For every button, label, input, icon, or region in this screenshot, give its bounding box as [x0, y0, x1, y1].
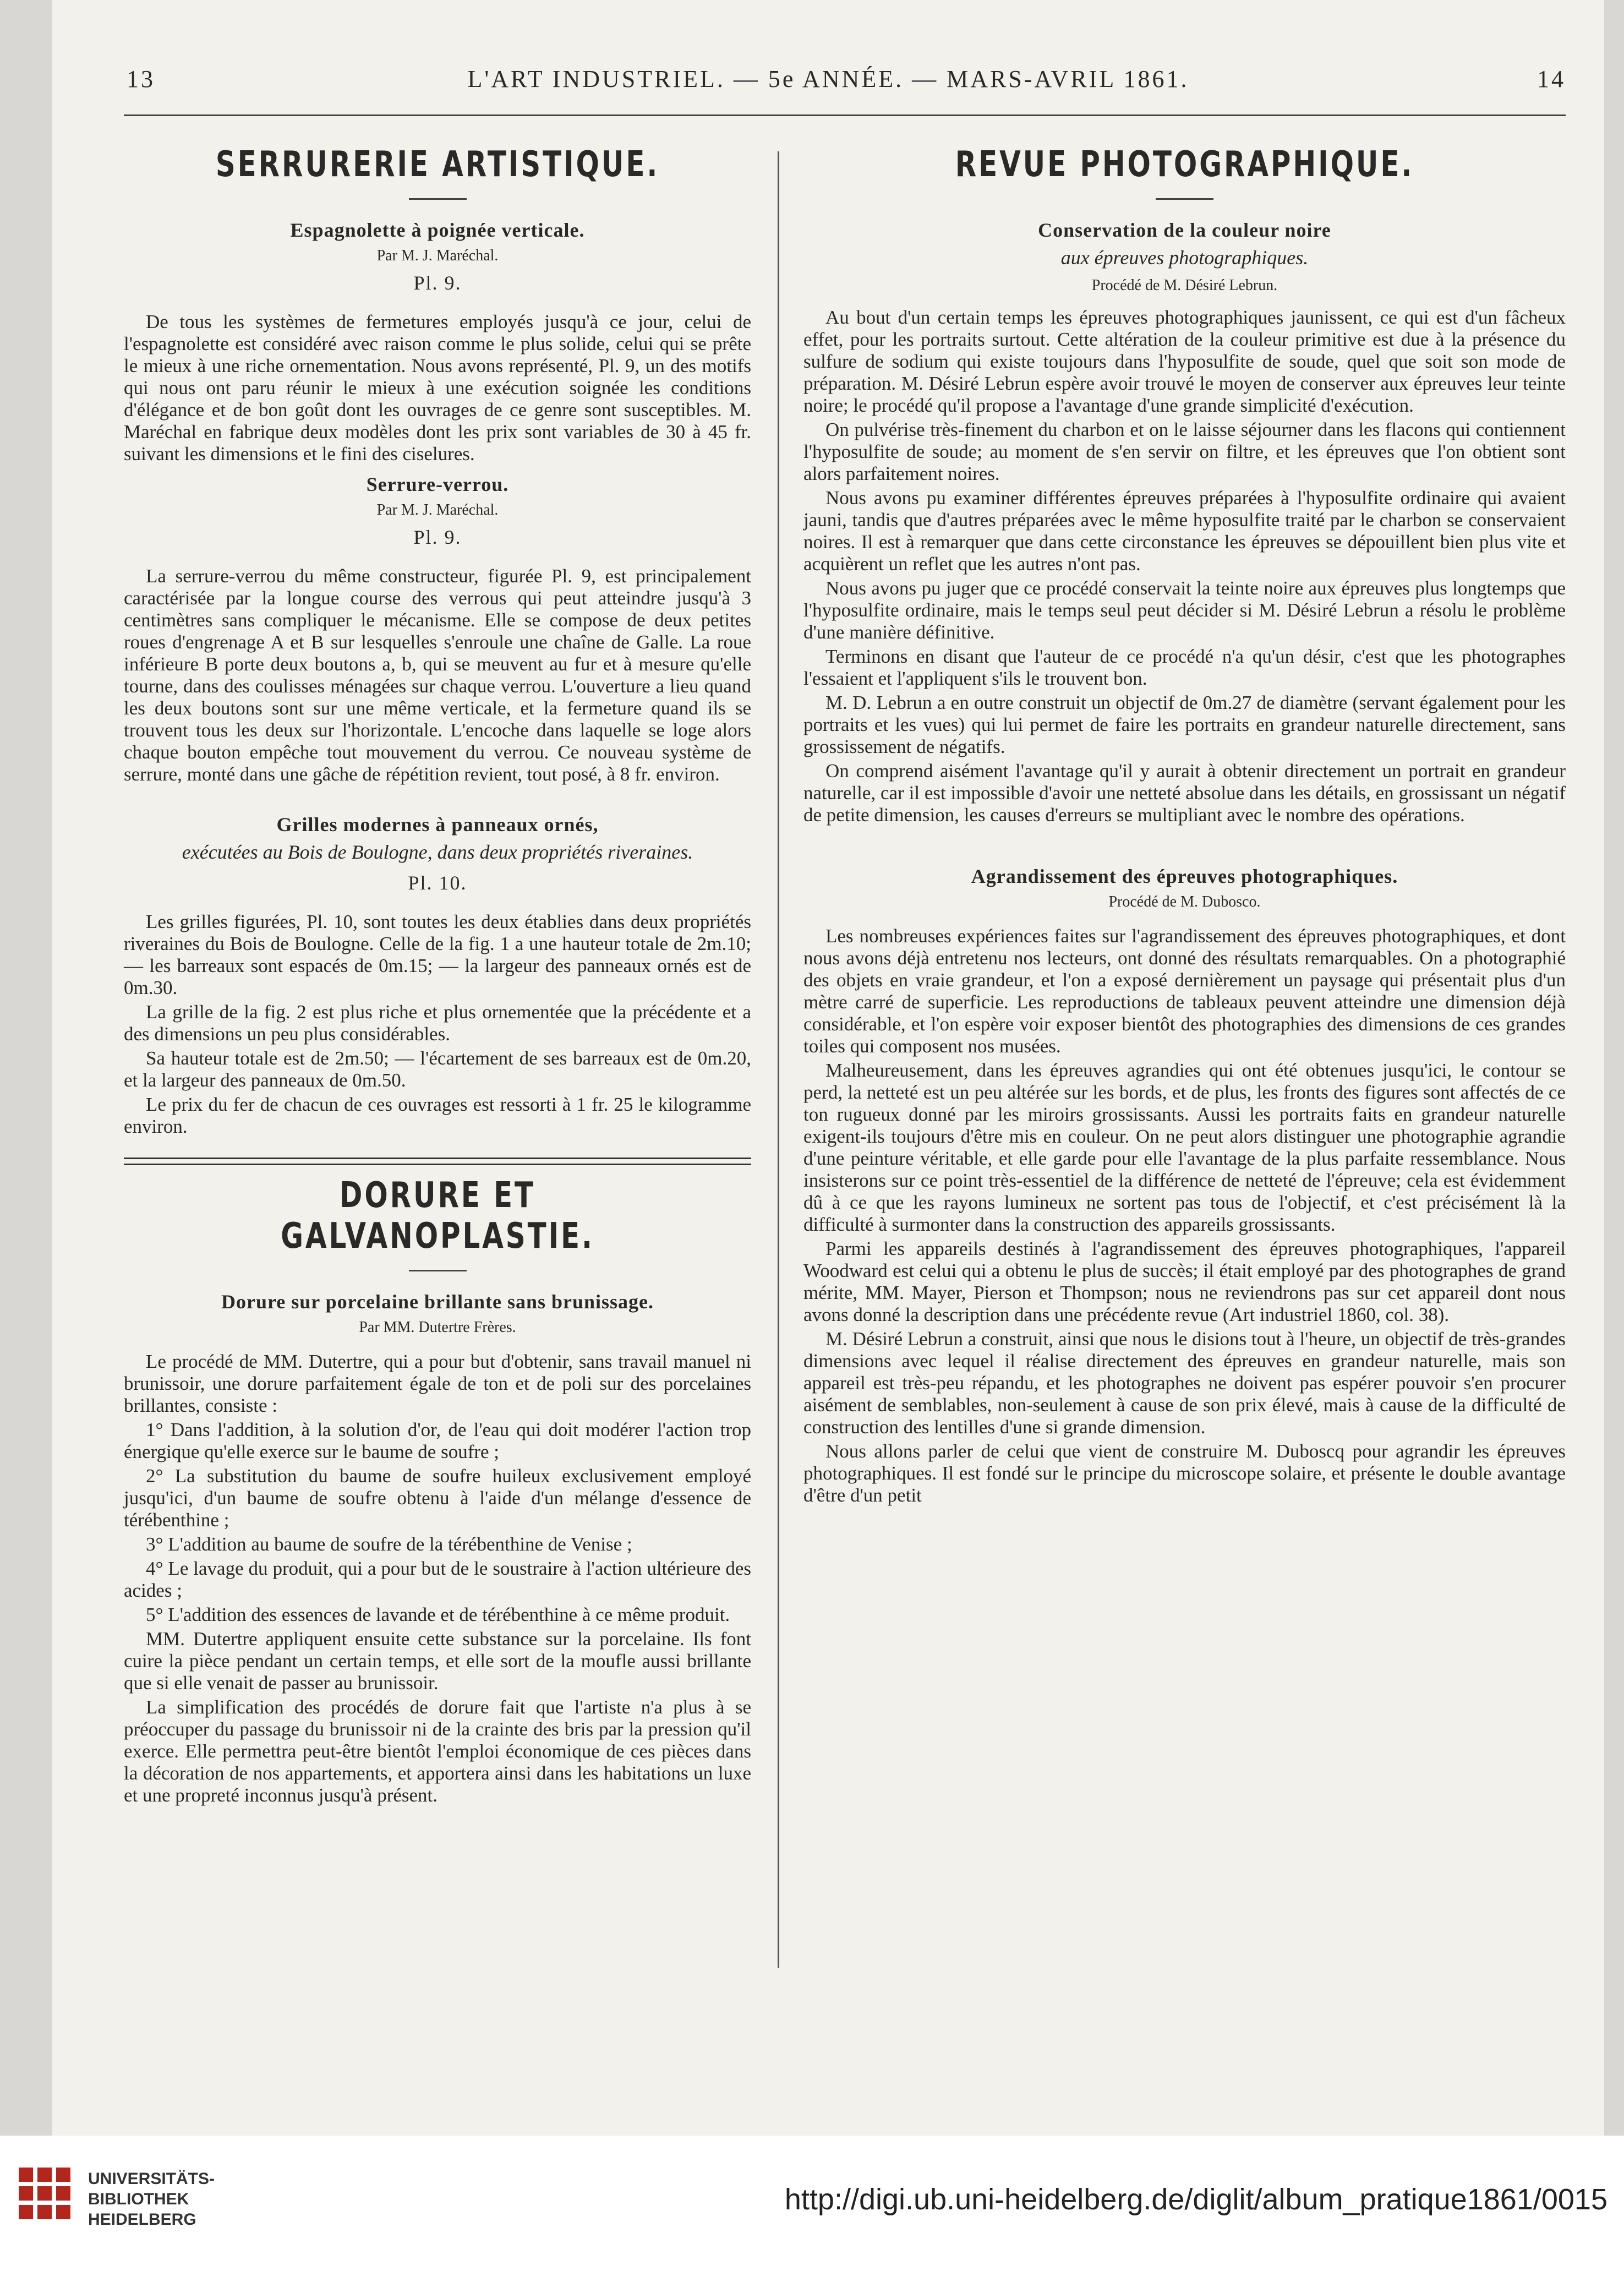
byline: Par MM. Dutertre Frères. [359, 1319, 516, 1336]
article-subtitle: exécutées au Bois de Boulogne, dans deux propriétés riveraines. [182, 841, 693, 863]
library-name-line: BIBLIOTHEK [88, 2190, 189, 2208]
paragraph: On comprend aisément l'avantage qu'il y aurait à obtenir directement un portrait en grandeur naturelle, car il est impossible d'avoir une netteté absolue dans les détails, en grossissant un négatif de petite dimension, les causes d'erreurs se multipliant avec le nombre des opérations. [803, 760, 1566, 826]
paragraph: Parmi les appareils destinés à l'agrandissement des épreuves photographiques, l'appareil Woodward est celui qui a obtenu le plus de succès; il était employé par des photographes de grand mérite, MM. Mayer, Pierson et Thompson; nous ne reviendrons pas sur cet appareil dont nous avons donné la description dans une précédente revue (Art industriel 1860, col. 38). [803, 1238, 1566, 1325]
header-rule [124, 114, 1566, 116]
university-library-logo-icon [14, 2163, 75, 2235]
paragraph: 4° Le lavage du produit, qui a pour but de le soustraire à l'action ultérieure des acides ; [124, 1558, 751, 1601]
column-divider [778, 151, 779, 1968]
section-separator [124, 1158, 751, 1165]
plate-ref: Pl. 10. [408, 872, 467, 894]
title-rule [409, 1270, 467, 1271]
paragraph: M. Désiré Lebrun a construit, ainsi que nous le disions tout à l'heure, un objectif de très-grandes dimensions avec lequel il réalise directement des épreuves en grandeur naturelle, mais son appareil est très-peu répandu, et les photographes ne doivent pas espérer pouvoir s'en procurer aisément de semblables, non-seulement à cause de son prix élevé, mais à cause de la difficulté de construction des lentilles d'une si grande dimension. [803, 1328, 1566, 1438]
paragraph: Nous avons pu examiner différentes épreuves préparées à l'hyposulfite ordinaire qui avaient jauni, tandis que d'autres préparées avec le même hyposulfite traité par le charbon se conservaient noires. Il est à remarquer que dans cette circonstance les épreuves se dépouillent bien plus vite et acquièrent un reflet que les autres n'ont pas. [803, 487, 1566, 575]
paragraph: Au bout d'un certain temps les épreuves photographiques jaunissent, ce qui est d'un fâcheux effet, pour les portraits surtout. Cette altération de la couleur primitive est due à la présence du sulfure de sodium qui existe toujours dans l'hyposulfite de soude, quel que soit son mode de préparation. M. Désiré Lebrun espère avoir trouvé le moyen de conserver aux épreuves leur teinte noire; le procédé qu'il propose a l'avantage d'une grande simplicité d'exécution. [803, 307, 1566, 416]
paragraph: De tous les systèmes de fermetures employés jusqu'à ce jour, celui de l'espagnolette est considéré avec raison comme le plus solide, celui qui se prête le mieux à une riche ornementation. Nous avons représenté, Pl. 9, un des motifs qui nous ont paru réunir le mieux à une exécution soignée les conditions d'élégance et de bon goût dont les ouvrages de ce genre sont susceptibles. M. Maréchal en fabrique deux modèles dont les prix sont variables de 30 à 45 fr. suivant les dimensions et le fini des ciselures. [124, 311, 751, 465]
page-header [52, 65, 1604, 98]
byline: Procédé de M. Désiré Lebrun. [1091, 277, 1278, 294]
title-rule [1156, 198, 1213, 200]
library-footer [0, 2136, 1624, 2271]
paragraph: Nous avons pu juger que ce procédé conservait la teinte noire aux épreuves plus longtemps que l'hyposulfite ordinaire, mais le temps seul peut décider si M. Désiré Lebrun a résolu le problème d'une manière définitive. [803, 577, 1566, 643]
paragraph: Le prix du fer de chacun de ces ouvrages est ressorti à 1 fr. 25 le kilogramme environ. [124, 1094, 751, 1137]
left-column [124, 144, 751, 1809]
paragraph: Sa hauteur totale est de 2m.50; — l'écartement de ses barreaux est de 0m.20, et la largeur des panneaux de 0m.50. [124, 1047, 751, 1091]
byline: Procédé de M. Dubosco. [1108, 893, 1261, 910]
plate-ref: Pl. 9. [413, 272, 462, 294]
article-subtitle: aux épreuves photographiques. [1060, 247, 1309, 269]
library-name-line: UNIVERSITÄTS- [88, 2170, 215, 2188]
title-rule [409, 198, 467, 200]
paragraph: La serrure-verrou du même constructeur, figurée Pl. 9, est principalement caractérisée par la longue course des verrous qui peut atteindre jusqu'à 3 centimètres sans compliquer le mécanisme. Elle se compose de deux petites roues d'engrenage A et B sur lesquelles s'enroule une chaîne de Galle. La roue inférieure B porte deux boutons a, b, qui se meuvent au fur et à mesure qu'elle tourne, dans des coulisses ménagées sur chaque verrou. L'ouverture a lieu quand les deux boutons sont sur une même verticale, et la fermeture quand ils se trouvent tous les deux sur l'horizontale. L'encoche dans laquelle se loge alors chaque bouton empêche tout mouvement du verrou. Ce nouveau système de serrure, monté dans une gâche de répétition revient, tout posé, à 8 fr. environ. [124, 565, 751, 785]
paragraph: MM. Dutertre appliquent ensuite cette substance sur la porcelaine. Ils font cuire la pièce pendant un certain temps, et elle sort de la moufle aussi brillante que si elle venait de passer au brunissoir. [124, 1628, 751, 1694]
paragraph: Le procédé de MM. Dutertre, qui a pour but d'obtenir, sans travail manuel ni brunissoir, une dorure parfaitement égale de ton et de poli sur des porcelaines brillantes, consiste : [124, 1351, 751, 1416]
paragraph: Nous allons parler de celui que vient de construire M. Duboscq pour agrandir les épreuves photographiques. Il est fondé sur le principe du microscope solaire, et présente le double avantage d'être d'un petit [803, 1440, 1566, 1506]
paragraph: Malheureusement, dans les épreuves agrandies qui ont été obtenues jusqu'ici, le contour se perd, la netteté est un peu altérée sur les bords, et de plus, les fronts des figures sont affectés de ce ton rugueux donné par les miroirs grossissants. Aussi les portraits faits en grandeur naturelle exigent-ils toujours d'être mis en couleur. On ne peut alors distinguer une photographie agrandie d'une peinture véritable, et elle garde pour elle l'avantage de la plus parfaite ressemblance. Nous insisterons sur ce point très-essentiel de la différence de netteté de l'épreuve; cela est évidemment dû à ce que les rayons lumineux ne sortent pas tous de l'objectif, et c'est précisément là la difficulté à surmonter dans la construction des appareils grossissants. [803, 1060, 1566, 1235]
article-title-agrandissement: Agrandissement des épreuves photographiques. [971, 865, 1398, 887]
permalink-url[interactable]: http://digi.ub.uni-heidelberg.de/diglit/album_pratique1861/0015 [784, 2183, 1607, 2216]
section-title-serrurerie: SERRURERIE ARTISTIQUE. [215, 144, 660, 185]
paragraph: Terminons en disant que l'auteur de ce procédé n'a qu'un désir, c'est que les photographes l'essaient et l'appliquent s'ils le trouvent bon. [803, 646, 1566, 689]
paragraph: Les nombreuses expériences faites sur l'agrandissement des épreuves photographiques, et dont nous avons déjà entretenu nos lecteurs, ont donné des résultats remarquables. On a photographié des objets en vraie grandeur, et l'on a exposé dernièrement un paysage qui présentait plus d'un mètre carré de superficie. Les reproductions de tableaux peuvent atteindre une dimension déjà considérable, et l'on espère voir exposer bientôt des photographies des dimensions de ces grandes toiles qui composent nos musées. [803, 925, 1566, 1057]
paragraph: La simplification des procédés de dorure fait que l'artiste n'a plus à se préoccuper du passage du brunissoir ni de la crainte des bris par la pression qu'il exerce. Elle permettra peut-être bientôt l'emploi économique de ces pièces dans la décoration de nos appartements, et apportera ainsi dans les habitations un luxe et une propreté inconnus jusqu'à présent. [124, 1696, 751, 1806]
page-number-right: 14 [1537, 65, 1566, 92]
article-title-dorure-porcelaine: Dorure sur porcelaine brillante sans brunissage. [221, 1291, 654, 1313]
byline: Par M. J. Maréchal. [376, 501, 499, 518]
paragraph: La grille de la fig. 2 est plus riche et plus ornementée que la précédente et a des dimensions un peu plus considérables. [124, 1001, 751, 1045]
paragraph: 1° Dans l'addition, à la solution d'or, de l'eau qui doit modérer l'action trop énergique qu'elle exerce sur le baume de soufre ; [124, 1419, 751, 1462]
article-title-espagnolette: Espagnolette à poignée verticale. [290, 219, 585, 241]
article-title-serrure-verrou: Serrure-verrou. [366, 473, 509, 495]
paragraph: M. D. Lebrun a en outre construit un objectif de 0m.27 de diamètre (servant également pour les portraits et les vues) qui lui permet de faire les portraits en grandeur naturelle directement, sans grossissement de négatifs. [803, 692, 1566, 757]
paragraph: 5° L'addition des essences de lavande et de térébenthine à ce même produit. [146, 1604, 730, 1625]
paragraph: Les grilles figurées, Pl. 10, sont toutes les deux établies dans deux propriétés riveraines du Bois de Boulogne. Celle de la fig. 1 a une hauteur totale de 2m.10; — les barreaux sont espacés de 0m.15; — la largeur des panneaux ornés est de 0m.30. [124, 911, 751, 998]
right-column [803, 144, 1566, 1509]
byline: Par M. J. Maréchal. [376, 247, 499, 264]
plate-ref: Pl. 9. [413, 526, 462, 548]
library-name [88, 2169, 215, 2230]
library-name-line: HEIDELBERG [88, 2210, 196, 2229]
newspaper-page [52, 0, 1604, 2136]
page-number-left: 13 [127, 65, 155, 92]
article-title-conservation: Conservation de la couleur noire [1038, 219, 1331, 241]
paragraph: 2° La substitution du baume de soufre huileux exclusivement employé jusqu'ici, d'un baume de soufre obtenu à l'aide d'un mélange d'essence de térébenthine ; [124, 1465, 751, 1531]
article-title-grilles: Grilles modernes à panneaux ornés, [276, 814, 599, 836]
section-title-dorure: DORURE ET GALVANOPLASTIE. [281, 1175, 594, 1257]
paragraph: 3° L'addition au baume de soufre de la térébenthine de Venise ; [146, 1533, 632, 1555]
section-title-revue-photo: REVUE PHOTOGRAPHIQUE. [955, 144, 1414, 185]
paragraph: On pulvérise très-finement du charbon et on le laisse séjourner dans les flacons qui contiennent l'hyposulfite de soude; au moment de s'en servir on filtre, et les épreuves que l'on obtient sont alors parfaitement noires. [803, 419, 1566, 484]
running-title: L'ART INDUSTRIEL. — 5e ANNÉE. — MARS-AVRIL 1861. [467, 65, 1189, 92]
